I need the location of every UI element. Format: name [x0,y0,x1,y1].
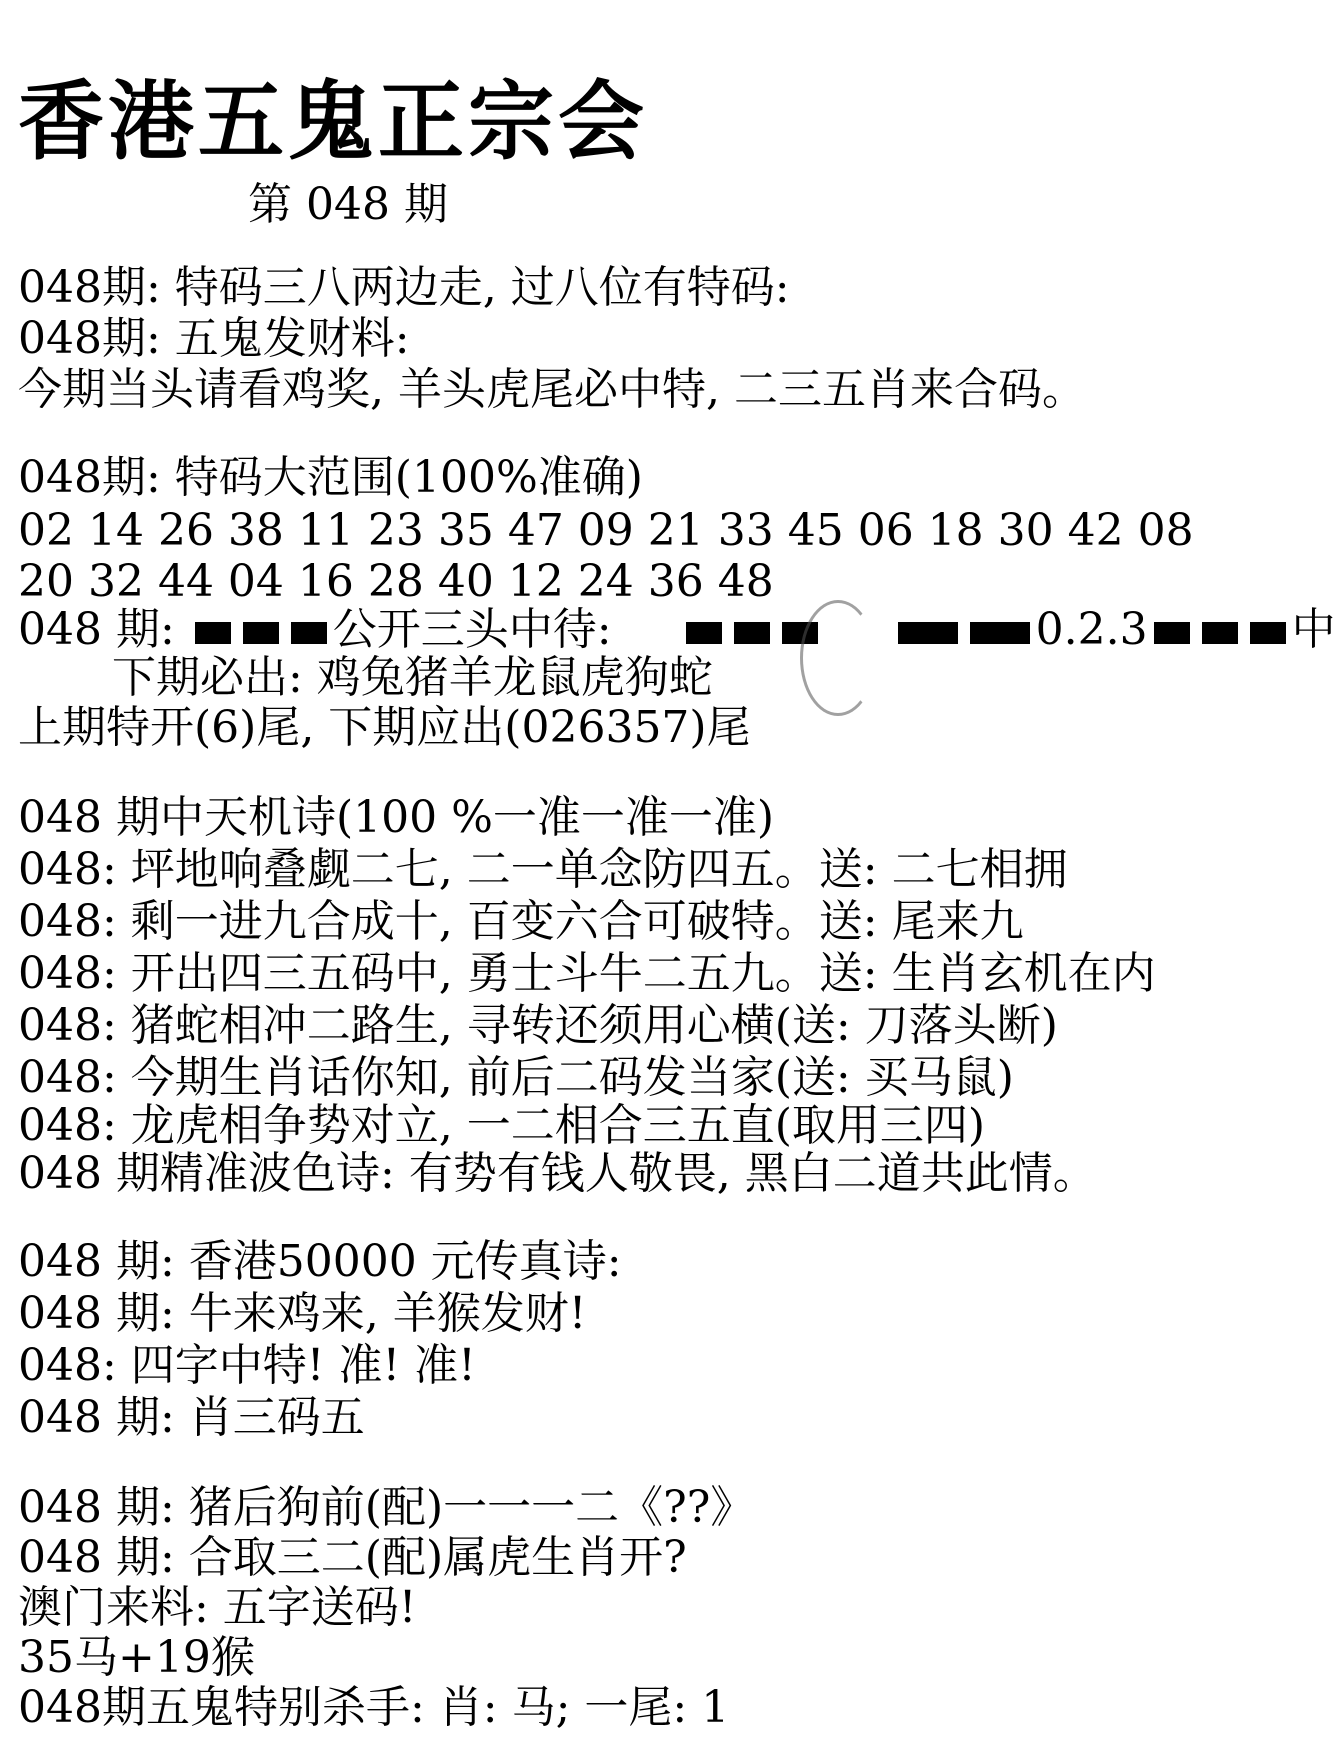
last-line: 35马+19猴 [18,1632,255,1683]
issue-number: 第 048 期 [248,179,448,230]
range-heading: 048期: 特码大范围(100%准确) [18,452,643,503]
poem-line: 048: 开出四三五码中, 勇士斗牛二五九。送: 生肖玄机在内 [18,948,1156,999]
redaction-mark [1250,622,1286,644]
san-tou-line [18,604,1336,656]
redaction-mark [243,622,279,644]
hk-line: 048: 四字中特! 准! 准! [18,1340,476,1391]
page-title: 香港五鬼正宗会 [18,71,648,172]
poem-line: 048: 猪蛇相冲二路生, 寻转还须用心横(送: 刀落头断) [18,1000,1058,1051]
text-line: 048期: 五鬼发财料: [18,313,410,364]
text-line: 048期: 特码三八两边走, 过八位有特码: [18,262,790,313]
san-tou-prefix: 048 期: [18,604,175,655]
poem-line: 048: 龙虎相争势对立, 一二相合三五直(取用三四) [18,1100,986,1151]
redaction-mark [195,622,231,644]
hk-line: 048 期: 肖三码五 [18,1392,365,1443]
last-line: 澳门来料: 五字送码! [18,1582,417,1633]
redaction-mark [686,622,722,644]
next-must-line: 下期必出: 鸡兔猪羊龙鼠虎狗蛇 [112,652,713,703]
poem-heading: 048 期中天机诗(100 %一准一准一准) [18,792,775,843]
san-tou-digits: 0.2.3 [1035,604,1148,655]
last-line: 048 期: 合取三二(配)属虎生肖开? [18,1532,687,1583]
redaction-mark [291,622,327,644]
hk-line: 048 期: 牛来鸡来, 羊猴发财! [18,1288,587,1339]
redaction-mark [734,622,770,644]
hk-line: 048 期: 香港50000 元传真诗: [18,1236,622,1287]
poem-line: 048: 坪地响叠觑二七, 二一单念防四五。送: 二七相拥 [18,844,1068,895]
san-tou-text: 公开三头中待: [332,604,612,655]
san-tou-suffix: 中 [1291,604,1336,655]
poem-line: 048 期精准波色诗: 有势有钱人敬畏, 黑白二道共此情。 [18,1148,1097,1199]
redaction-mark [1154,622,1190,644]
redaction-mark [970,622,1030,644]
text-line: 今期当头请看鸡奖, 羊头虎尾必中特, 二三五肖来合码。 [18,364,1086,415]
redaction-mark [1202,622,1238,644]
stamp-smudge [800,600,876,716]
range-numbers-row-1: 02 14 26 38 11 23 35 47 09 21 33 45 06 18 30 42 08 [18,505,1194,556]
poem-line: 048: 今期生肖话你知, 前后二码发当家(送: 买马鼠) [18,1052,1014,1103]
tail-line: 上期特开(6)尾, 下期应出(026357)尾 [18,702,751,753]
poem-line: 048: 剩一进九合成十, 百变六合可破特。送: 尾来九 [18,896,1024,947]
last-line: 048期五鬼特别杀手: 肖: 马; 一尾: 1 [18,1682,730,1733]
range-numbers-row-2: 20 32 44 04 16 28 40 12 24 36 48 [18,556,774,607]
redaction-mark [898,622,958,644]
last-line: 048 期: 猪后狗前(配)一一一二《??》 [18,1482,755,1533]
